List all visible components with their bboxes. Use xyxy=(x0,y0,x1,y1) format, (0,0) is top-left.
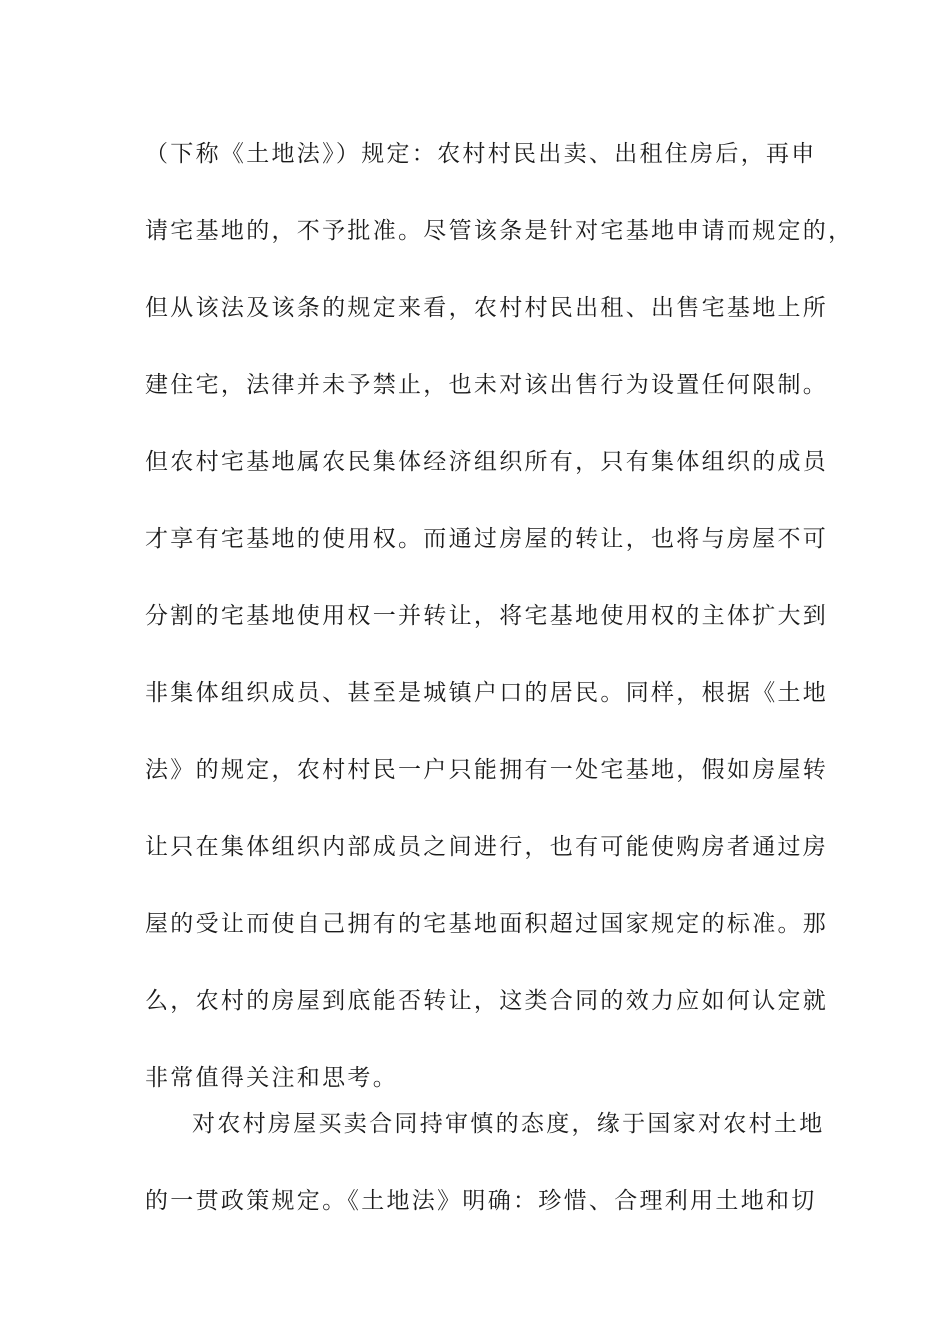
text-line: 但从该法及该条的规定来看，农村村民出租、出售宅基地上所 xyxy=(145,295,829,321)
text-line: 对农村房屋买卖合同持审慎的态度，缘于国家对农村土地 xyxy=(192,1111,825,1137)
text-line: 屋的受让而使自己拥有的宅基地面积超过国家规定的标准。那 xyxy=(145,911,829,937)
text-line: 建住宅，法律并未予禁止，也未对该出售行为设置任何限制。 xyxy=(145,372,829,398)
text-line: 非常值得关注和思考。 xyxy=(145,1065,398,1091)
text-line: 才享有宅基地的使用权。而通过房屋的转让，也将与房屋不可 xyxy=(145,526,829,552)
text-line: 么，农村的房屋到底能否转让，这类合同的效力应如何认定就 xyxy=(145,988,829,1014)
text-line: （下称《土地法》）规定：农村村民出卖、出租住房后，再申 xyxy=(145,141,817,167)
text-line: 请宅基地的，不予批准。尽管该条是针对宅基地申请而规定的， xyxy=(145,218,854,244)
text-line: 法》的规定，农村村民一户只能拥有一处宅基地，假如房屋转 xyxy=(145,757,829,783)
text-line: 非集体组织成员、甚至是城镇户口的居民。同样，根据《土地 xyxy=(145,680,829,706)
paragraph-1 xyxy=(145,116,854,1117)
text-line: 的一贯政策规定。《土地法》明确：珍惜、合理利用土地和切 xyxy=(145,1188,817,1214)
text-line: 分割的宅基地使用权一并转让，将宅基地使用权的主体扩大到 xyxy=(145,603,829,629)
paragraph-2 xyxy=(145,1086,825,1240)
text-line: 让只在集体组织内部成员之间进行，也有可能使购房者通过房 xyxy=(145,834,829,860)
text-line: 但农村宅基地属农民集体经济组织所有，只有集体组织的成员 xyxy=(145,449,829,475)
